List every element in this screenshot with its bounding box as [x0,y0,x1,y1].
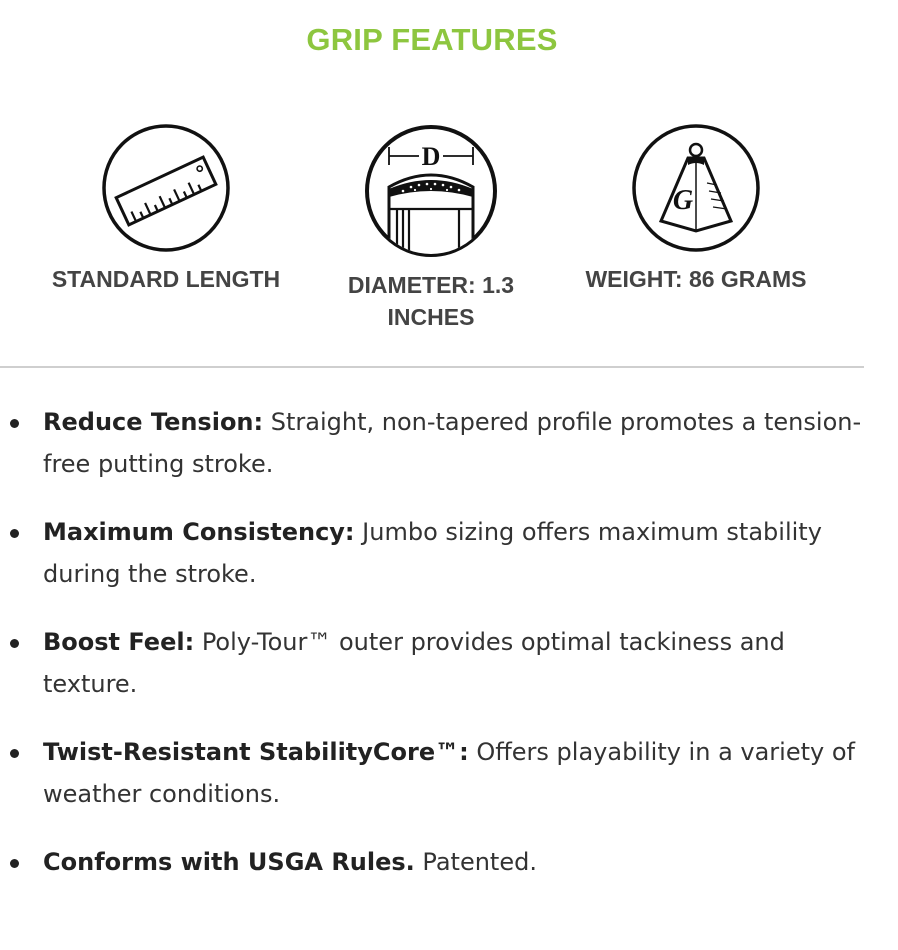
list-item [0,621,870,705]
feature-standard-length [30,123,302,295]
list-item-text: Poly-Tour™ outer provides optimal tackiness and texture. [43,628,785,698]
bullet-icon [10,749,19,758]
feature-list [0,401,870,909]
section-divider [0,366,864,368]
list-item-lead: Conforms with USGA Rules. [43,848,415,876]
feature-weight [560,123,832,295]
feature-label: WEIGHT: 86 GRAMS [585,266,807,292]
list-item-lead: Twist-Resistant StabilityCore™: [43,738,469,766]
feature-label: STANDARD LENGTH [51,266,281,292]
list-item [0,731,870,815]
list-item-text: Straight, non-tapered profile promotes a tension-free putting stroke. [43,408,862,478]
list-item-text: Offers playability in a variety of weather conditions. [43,738,855,808]
weight-icon-letter: G [672,185,694,216]
weight-icon [631,123,761,253]
list-item [0,401,870,485]
list-item-lead: Maximum Consistency: [43,518,355,546]
list-item-lead: Boost Feel: [43,628,195,656]
bullet-icon [10,639,19,648]
page-title: GRIP FEATURES [306,22,558,57]
list-item [0,841,870,883]
list-item-lead: Reduce Tension: [43,408,264,436]
bullet-icon [10,859,19,868]
list-item-text: Jumbo sizing offers maximum stability during the stroke. [43,518,822,588]
diameter-icon-letter: D [421,142,441,171]
bullet-icon [10,419,19,428]
bullet-icon [10,529,19,538]
list-item-text: Patented. [414,848,537,876]
ruler-icon [101,123,231,253]
feature-diameter [326,123,536,333]
feature-label: DIAMETER: 1.3 INCHES [347,272,515,330]
diameter-icon [363,123,499,259]
list-item [0,511,870,595]
